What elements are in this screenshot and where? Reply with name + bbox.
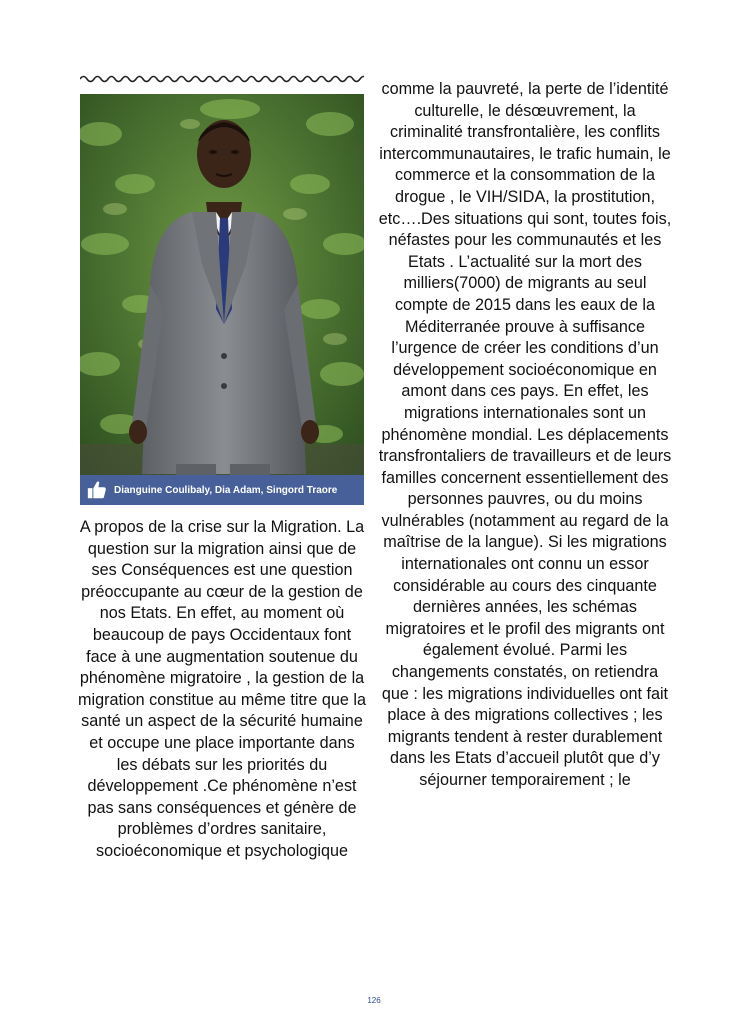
photo-caption: Dianguine Coulibaly, Dia Adam, Singord Traore [114,484,338,496]
decorative-wave-divider [80,72,364,86]
photo-caption-bar [80,475,364,505]
page-number: 126 [367,996,381,1005]
portrait-photo [80,94,364,505]
thumbs-up-icon [86,479,108,501]
portrait-illustration [80,94,364,505]
article-column-right: comme la pauvreté, la perte de l’identité culturelle, le désœuvrement, la criminalité transfrontalière, les conflits intercommunautaires, le trafic humain, le commerce et la consommation de la drogue , le VIH/SIDA, la prostitution, etc….Des situations qui sont, toutes fois, néfastes pour les communautés et les Etats . L’actualité sur la mort des milliers(7000) de migrants au seul compte de 2015 dans les eaux de la Méditerranée prouve à suffisance l’urgence de créer les conditions d’un développement socioéconomique en amont dans ces pays. En effet, les migrations internationales sont un phénomène mondial. Les déplacements transfrontaliers de travailleurs et de leurs familles concernent essentiellement des personnes pauvres, ou du moins vulnérables (notamment au regard de la maîtrise de la langue). Si les migrations internationales ont connu un essor considérable au cours des cinquante dernières années, les schémas migratoires et le profil des migrants ont également évolué. Parmi les changements constatés, on retiendra que : les migrations individuelles ont fait place à des migrations collectives ; les migrants tendent à rester durablement dans les Etats d’accueil plutôt que d’y séjourner temporairement ; le [378,80,672,789]
article-column-left: A propos de la crise sur la Migration. La question sur la migration ainsi que de ses Conséquences est une question préoccupante au cœur de la gestion de nos Etats. En effet, au moment où beaucoup de pays Occidentaux font face à une augmentation soutenue du phénomène migratoire , la gestion de la migration constitue au même titre que la santé un aspect de la sécurité humaine et occupe une place importante dans les débats sur les priorités du développement .Ce phénomène n’est pas sans conséquences et génère de problèmes d’ordres sanitaire, socioéconomique et psychologique [78,518,366,860]
